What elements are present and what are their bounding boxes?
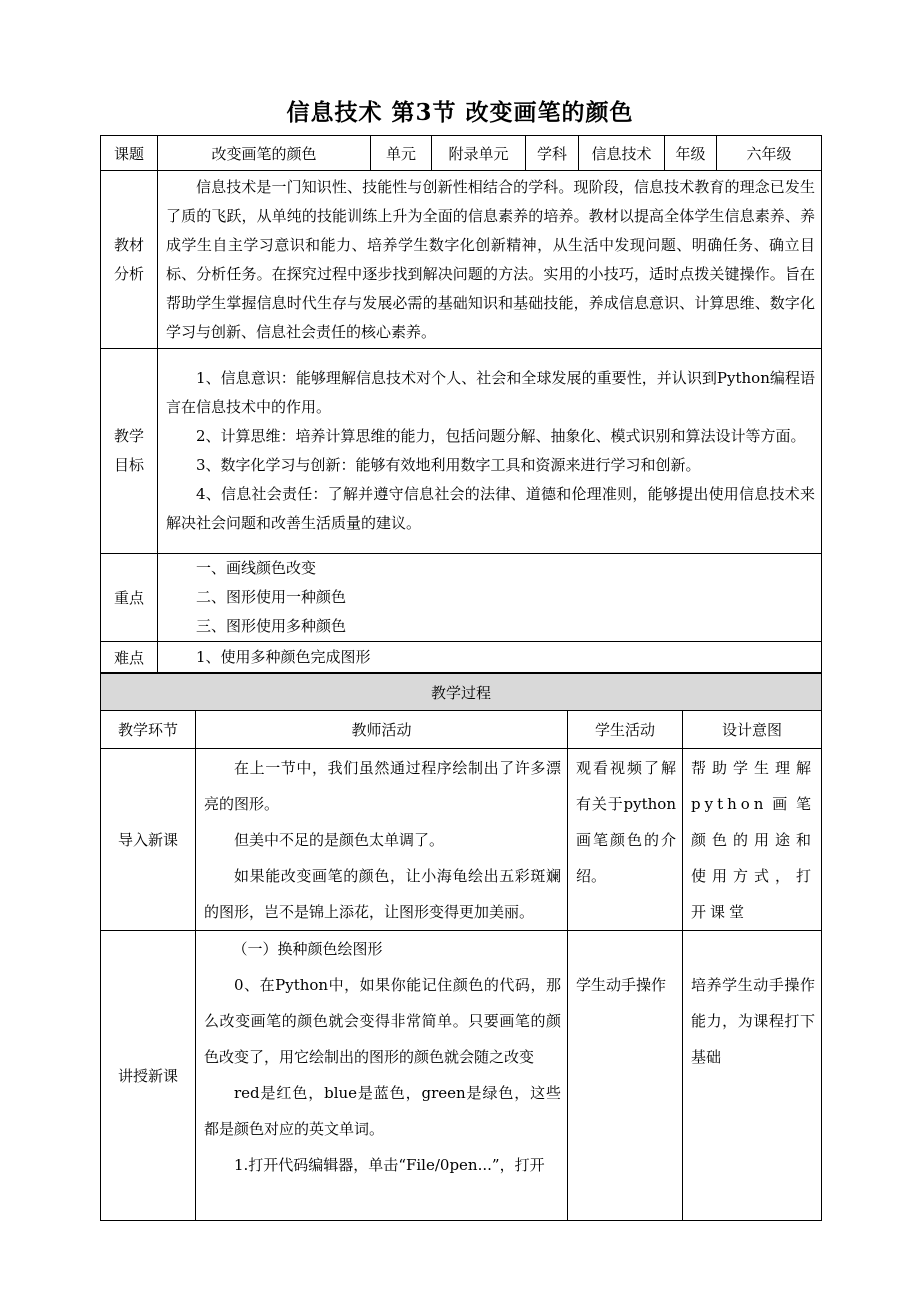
column-header-student: 学生活动	[568, 711, 683, 749]
goals-cell	[158, 349, 822, 554]
goals-label-line-2: 目标	[113, 456, 144, 474]
goals-label	[101, 349, 158, 554]
teacher-activity-cell	[196, 749, 568, 931]
teacher-activity-paragraph: 但美中不足的是颜色太单调了。	[234, 831, 445, 849]
teacher-activity-paragraph: red是红色，blue是蓝色，green是绿色，这些都是颜色对应的英文单词。	[204, 1084, 561, 1138]
goal-item: 2、计算思维：培养计算思维的能力，包括问题分解、抽象化、模式识别和算法设计等方面。	[196, 427, 806, 445]
difficulty-text: 1、使用多种颜色完成图形	[196, 647, 371, 666]
stage-cell: 讲授新课	[101, 931, 196, 1221]
analysis-label	[101, 171, 158, 349]
difficulty-cell	[158, 642, 822, 673]
key-point-item: 二、图形使用一种颜色	[196, 588, 347, 606]
goal-item: 3、数字化学习与创新：能够有效地利用数字工具和资源来进行学习和创新。	[196, 456, 701, 474]
table-row	[101, 931, 822, 1221]
subject-value: 信息技术	[579, 136, 665, 171]
grade-value: 六年级	[717, 136, 822, 171]
teacher-activity-paragraph: 在上一节中，我们虽然通过程序绘制出了许多漂亮的图形。	[204, 759, 561, 813]
design-intent-cell: 帮助学生理解python画笔颜色的用途和使用方式，打开课堂	[683, 749, 822, 931]
student-activity-cell: 观看视频了解有关于python画笔颜色的介绍。	[568, 749, 683, 931]
teacher-activity-paragraph: （一）换种颜色绘图形	[232, 940, 383, 958]
subject-label: 学科	[526, 136, 579, 171]
teaching-process-table	[100, 673, 822, 1221]
analysis-text: 信息技术是一门知识性、技能性与创新性相结合的学科。现阶段，信息技术教育的理念已发生了质的飞跃，从单纯的技能训练上升为全面的信息素养的培养。教材以提高全体学生信息素养、养成学生自主学习意识和能力、培养学生数字化创新精神，从生活中发现问题、明确任务、确立目标、分析任务。在探究过程中逐步找到解决问题的方法。实用的小技巧，适时点拨关键操作。旨在帮助学生掌握信息时代生存与发展必需的基础知识和基础技能，养成信息意识、计算思维、数字化学习与创新、信息社会责任的核心素养。	[166, 177, 815, 341]
teacher-activity-cell	[196, 931, 568, 1221]
goal-item: 1、信息意识：能够理解信息技术对个人、社会和全球发展的重要性，并认识到Python编程语言在信息技术中的作用。	[166, 369, 815, 416]
column-header-teacher: 教师活动	[196, 711, 568, 749]
goal-item: 4、信息社会责任：了解并遵守信息社会的法律、道德和伦理准则，能够提出使用信息技术来解决社会问题和改善生活质量的建议。	[166, 485, 815, 532]
teacher-activity-paragraph: 如果能改变画笔的颜色，让小海龟绘出五彩斑斓的图形，岂不是锦上添花，让图形变得更加美丽。	[204, 867, 561, 921]
document-title: 信息技术 第3节 改变画笔的颜色	[286, 99, 634, 126]
key-point-item: 三、图形使用多种颜色	[196, 617, 347, 635]
key-point-item: 一、画线颜色改变	[196, 559, 317, 577]
student-activity-cell: 学生动手操作	[568, 931, 683, 1221]
key-points-label: 重点	[101, 554, 158, 642]
process-header: 教学过程	[101, 674, 822, 711]
unit-value: 附录单元	[432, 136, 526, 171]
stage-cell: 导入新课	[101, 749, 196, 931]
column-header-stage: 教学环节	[101, 711, 196, 749]
teacher-activity-paragraph: 0、在Python中，如果你能记住颜色的代码，那么改变画笔的颜色就会变得非常简单。只要画笔的颜色改变了，用它绘制出的图形的颜色就会随之改变	[204, 976, 561, 1066]
analysis-label-line-2: 分析	[113, 264, 144, 283]
analysis-cell	[158, 171, 822, 349]
grade-label: 年级	[665, 136, 717, 171]
key-points-cell	[158, 554, 822, 642]
lesson-info-table	[100, 135, 822, 673]
teacher-activity-paragraph: 1.打开代码编辑器，单击“File/0pen...”，打开	[234, 1156, 545, 1174]
unit-label: 单元	[371, 136, 432, 171]
difficulty-label: 难点	[101, 642, 158, 673]
topic-value: 改变画笔的颜色	[158, 136, 371, 171]
table-row	[101, 749, 822, 931]
design-intent-cell: 培养学生动手操作能力，为课程打下基础	[683, 931, 822, 1221]
analysis-label-line-1: 教材	[113, 235, 144, 254]
goals-label-line-1: 教学	[113, 427, 144, 445]
column-header-intent: 设计意图	[683, 711, 822, 749]
topic-label: 课题	[101, 136, 158, 171]
